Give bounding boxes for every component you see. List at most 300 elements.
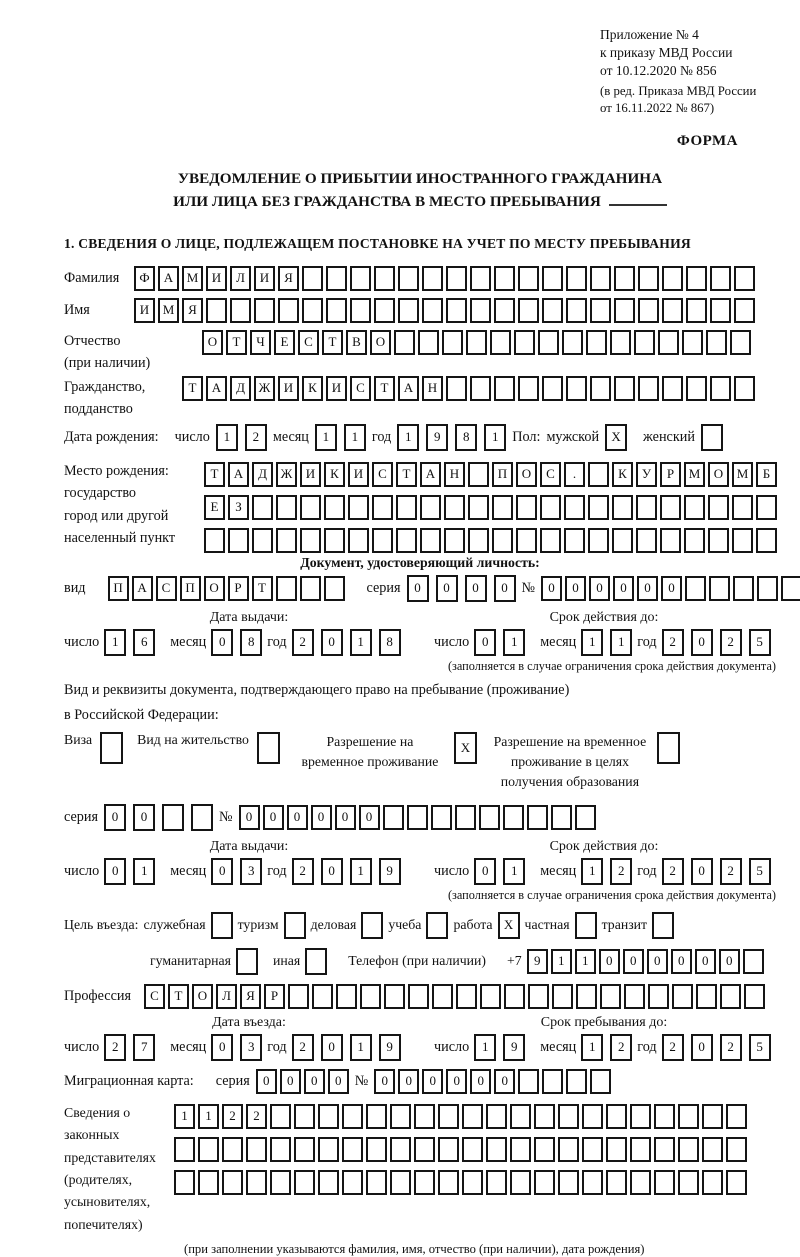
- form-cell: Д: [230, 376, 251, 401]
- purpose-business-checkbox: [361, 912, 383, 939]
- form-cell: 2: [245, 424, 267, 451]
- identity-doc-row: [64, 575, 776, 602]
- form-cell: А: [228, 462, 249, 487]
- form-cell: [294, 1137, 315, 1162]
- doc-series-label: серия: [366, 579, 401, 596]
- form-cell: [348, 495, 369, 520]
- year-cells: [662, 629, 771, 656]
- form-cell: И: [134, 298, 155, 323]
- section1-heading: 1. СВЕДЕНИЯ О ЛИЦЕ, ПОДЛЕЖАЩЕМ ПОСТАНОВКЕ НА УЧЕТ ПО МЕСТУ ПРЕБЫВАНИЯ: [64, 235, 691, 251]
- form-cell: [174, 1137, 195, 1162]
- day-cells: [104, 858, 155, 885]
- form-cell: 0: [661, 576, 682, 601]
- form-cell: [562, 330, 583, 355]
- form-cell: 0: [328, 1069, 349, 1094]
- form-cell: И: [300, 462, 321, 487]
- form-cell: 2: [222, 1104, 243, 1129]
- form-cell: .: [564, 462, 585, 487]
- form-cell: [558, 1104, 579, 1129]
- form-cell: Н: [422, 376, 443, 401]
- identity-doc-dates: [64, 610, 776, 656]
- form-cell: [318, 1170, 339, 1195]
- form-cell: [302, 298, 323, 323]
- form-cell: Е: [204, 495, 225, 520]
- month-label: месяц: [540, 1038, 577, 1055]
- form-cell: 1: [581, 858, 603, 885]
- form-cell: 3: [240, 858, 262, 885]
- form-cell: Т: [322, 330, 343, 355]
- form-cell: У: [636, 462, 657, 487]
- issue-date-group: [64, 858, 434, 885]
- form-cell: [709, 576, 730, 601]
- option-residence-permit: [137, 732, 280, 764]
- birth-place-labels: [64, 460, 204, 550]
- form-cell: [492, 528, 513, 553]
- form-cell: К: [612, 462, 633, 487]
- form-cell: О: [516, 462, 537, 487]
- form-cell: 1: [474, 1034, 496, 1061]
- form-cell: Р: [660, 462, 681, 487]
- option-temp-residence-label: Разрешение на временное проживание: [301, 733, 439, 769]
- form-cell: [254, 298, 275, 323]
- form-cell: [326, 298, 347, 323]
- form-cell: П: [492, 462, 513, 487]
- form-cell: [420, 495, 441, 520]
- appendix-line: к приказу МВД России: [600, 44, 733, 60]
- form-cell: [514, 330, 535, 355]
- form-cell: [456, 984, 477, 1009]
- form-cell: А: [398, 376, 419, 401]
- form-cell: [444, 495, 465, 520]
- sex-label: Пол:: [512, 428, 541, 445]
- form-cell: 1: [198, 1104, 219, 1129]
- form-cell: 1: [216, 424, 238, 451]
- form-cell: [654, 1137, 675, 1162]
- form-cell: 0: [565, 576, 586, 601]
- form-cell: 6: [133, 629, 155, 656]
- purpose-tourism-checkbox: [284, 912, 306, 939]
- form-cell: [732, 495, 753, 520]
- form-cell: [324, 495, 345, 520]
- form-cell: [534, 1104, 555, 1129]
- purpose-official-checkbox: [211, 912, 233, 939]
- form-cell: [686, 298, 707, 323]
- migration-series-cells: [256, 1069, 349, 1094]
- month-label: месяц: [540, 862, 577, 879]
- form-cell: [398, 266, 419, 291]
- form-cell: [733, 576, 754, 601]
- form-cell: [756, 528, 777, 553]
- form-cell: [510, 1170, 531, 1195]
- legal-reps-label: попечителях): [64, 1216, 143, 1232]
- form-cell: [374, 298, 395, 323]
- form-cell: [222, 1137, 243, 1162]
- purpose-transit-checkbox: [652, 912, 674, 939]
- issue-date-heading: Дата выдачи:: [209, 838, 289, 854]
- form-cell: [350, 266, 371, 291]
- month-label: месяц: [170, 633, 207, 650]
- form-cell: [590, 1069, 611, 1094]
- day-label: число: [434, 862, 470, 879]
- option-visa-checkbox: [100, 732, 123, 764]
- form-cell: [542, 266, 563, 291]
- form-cell: [744, 984, 765, 1009]
- form-cell: [638, 298, 659, 323]
- form-cell: [276, 528, 297, 553]
- residence-number-cells: [239, 805, 596, 830]
- form-cell: [706, 330, 727, 355]
- form-cell: [342, 1170, 363, 1195]
- form-cell: [720, 984, 741, 1009]
- form-cell: [438, 1104, 459, 1129]
- form-cell: [414, 1104, 435, 1129]
- form-cell: [294, 1170, 315, 1195]
- form-cell: 2: [610, 1034, 632, 1061]
- form-cell: [390, 1137, 411, 1162]
- form-cell: [366, 1170, 387, 1195]
- form-cell: [590, 266, 611, 291]
- form-cell: 5: [749, 629, 771, 656]
- form-cell: [576, 984, 597, 1009]
- form-cell: 0: [589, 576, 610, 601]
- form-cell: [516, 528, 537, 553]
- form-cell: Л: [230, 266, 251, 291]
- phone-prefix: +7: [507, 953, 522, 969]
- form-cell: Д: [252, 462, 273, 487]
- phone-label: Телефон (при наличии): [348, 953, 487, 969]
- form-cell: 5: [749, 1034, 771, 1061]
- day-label: число: [64, 1038, 100, 1055]
- form-cell: [342, 1137, 363, 1162]
- form-cell: [606, 1137, 627, 1162]
- sex-male-checkbox: [605, 424, 627, 451]
- form-cell: [518, 266, 539, 291]
- year-label: год: [267, 1038, 287, 1055]
- purpose-business-label: деловая: [310, 917, 357, 933]
- form-cell: [372, 495, 393, 520]
- form-cell: [222, 1170, 243, 1195]
- form-cell: [198, 1137, 219, 1162]
- form-cell: 1: [581, 1034, 603, 1061]
- form-cell: 1: [344, 424, 366, 451]
- form-cell: [288, 984, 309, 1009]
- expiry-date-group: [434, 629, 774, 656]
- form-cell: 2: [292, 858, 314, 885]
- form-cell: В: [346, 330, 367, 355]
- form-cell: 2: [662, 629, 684, 656]
- form-cell: [657, 732, 680, 764]
- citizenship-cells: [182, 376, 755, 401]
- form-cell: [634, 330, 655, 355]
- form-cell: А: [158, 266, 179, 291]
- form-cell: [204, 528, 225, 553]
- purpose-official-label: служебная: [143, 917, 206, 933]
- form-cell: [494, 376, 515, 401]
- form-cell: [538, 330, 559, 355]
- residence-series-label: серия: [64, 808, 98, 825]
- form-cell: [510, 1137, 531, 1162]
- form-cell: [678, 1137, 699, 1162]
- form-cell: И: [278, 376, 299, 401]
- given-name-label: Имя: [64, 301, 90, 318]
- form-cell: 0: [374, 1069, 395, 1094]
- legal-reps-label: представителях: [64, 1149, 156, 1165]
- form-cell: [336, 984, 357, 1009]
- form-cell: [350, 298, 371, 323]
- purpose-work-label: работа: [453, 917, 493, 933]
- surname-label: Фамилия: [64, 269, 120, 286]
- form-cell: [606, 1170, 627, 1195]
- form-cell: Т: [204, 462, 225, 487]
- form-cell: [552, 984, 573, 1009]
- form-cell: 0: [211, 629, 233, 656]
- form-cell: [360, 984, 381, 1009]
- form-cell: П: [108, 576, 129, 601]
- doc-number-cells: [541, 576, 800, 601]
- form-cell: 5: [749, 858, 771, 885]
- sex-female-label: женский: [643, 428, 695, 445]
- form-cell: [710, 376, 731, 401]
- form-cell: [462, 1170, 483, 1195]
- form-cell: [444, 528, 465, 553]
- form-cell: [407, 805, 428, 830]
- form-cell: И: [326, 376, 347, 401]
- form-cell: 0: [256, 1069, 277, 1094]
- form-cell: [614, 298, 635, 323]
- form-cell: [470, 298, 491, 323]
- form-cell: [270, 1170, 291, 1195]
- form-cell: [710, 298, 731, 323]
- purpose-other-label: иная: [272, 953, 301, 969]
- form-cell: 0: [398, 1069, 419, 1094]
- day-cells: [104, 1034, 155, 1061]
- form-cell: М: [158, 298, 179, 323]
- form-cell: 0: [287, 805, 308, 830]
- purpose-humanitarian-label: гуманитарная: [150, 953, 231, 969]
- form-cell: [294, 1104, 315, 1129]
- form-cell: 0: [474, 629, 496, 656]
- form-cell: [610, 330, 631, 355]
- form-cell: Ж: [254, 376, 275, 401]
- form-cell: [432, 984, 453, 1009]
- legal-reps-note: (при заполнении указываются фамилия, имя, отчество (при наличии), дата рождения): [184, 1241, 645, 1256]
- form-cell: 2: [720, 858, 742, 885]
- residence-intro-1: Вид и реквизиты документа, подтверждающего право на пребывание (проживание): [64, 681, 570, 698]
- form-cell: [398, 298, 419, 323]
- entry-date-col: [64, 1015, 434, 1061]
- birth-place-block: [64, 460, 776, 553]
- form-cell: [230, 298, 251, 323]
- form-cell: [575, 912, 597, 939]
- form-cell: 0: [422, 1069, 443, 1094]
- form-cell: 1: [397, 424, 419, 451]
- form-cell: [652, 912, 674, 939]
- day-cells: [474, 1034, 525, 1061]
- form-cell: Т: [226, 330, 247, 355]
- birth-year-label: год: [371, 428, 392, 445]
- year-label: год: [267, 633, 287, 650]
- identity-doc-note: (заполняется в случае ограничения срока действия документа): [447, 658, 776, 673]
- form-cell: [701, 424, 723, 451]
- patronymic-label-sub: (при наличии): [64, 354, 151, 371]
- form-cell: [630, 1170, 651, 1195]
- form-cell: [588, 528, 609, 553]
- form-cell: [734, 376, 755, 401]
- form-cell: 2: [292, 1034, 314, 1061]
- form-cell: [696, 984, 717, 1009]
- day-cells: [104, 629, 155, 656]
- month-label: месяц: [170, 862, 207, 879]
- form-cell: 1: [575, 949, 596, 974]
- form-cell: [757, 576, 778, 601]
- form-cell: 2: [720, 1034, 742, 1061]
- form-cell: [479, 805, 500, 830]
- form-cell: [312, 984, 333, 1009]
- form-cell: [318, 1104, 339, 1129]
- form-cell: [566, 266, 587, 291]
- entry-dates: [64, 1015, 776, 1061]
- residence-dates: [64, 839, 776, 885]
- form-cell: [300, 495, 321, 520]
- form-cell: 0: [335, 805, 356, 830]
- form-cell: [686, 376, 707, 401]
- form-cell: [270, 1104, 291, 1129]
- form-cell: [564, 528, 585, 553]
- form-cell: [236, 948, 258, 975]
- day-label: число: [64, 862, 100, 879]
- form-cell: [494, 298, 515, 323]
- form-cell: [636, 495, 657, 520]
- form-cell: И: [254, 266, 275, 291]
- expiry-date-group: [434, 858, 774, 885]
- form-cell: 9: [503, 1034, 525, 1061]
- form-cell: [468, 462, 489, 487]
- day-cells: [474, 629, 525, 656]
- form-cell: [527, 805, 548, 830]
- form-cell: 0: [436, 575, 458, 602]
- legal-reps-block: [64, 1102, 776, 1236]
- phone-cells: [527, 949, 764, 974]
- residence-intro-2: в Российской Федерации:: [64, 706, 219, 723]
- form-cell: 9: [426, 424, 448, 451]
- citizenship-row: [64, 376, 776, 420]
- page-title: [64, 168, 776, 214]
- stay-until-col: [434, 1015, 774, 1061]
- form-cell: [534, 1170, 555, 1195]
- form-cell: А: [132, 576, 153, 601]
- form-cell: [462, 1104, 483, 1129]
- form-cell: [276, 495, 297, 520]
- form-cell: 0: [637, 576, 658, 601]
- form-cell: Р: [228, 576, 249, 601]
- form-cell: [324, 528, 345, 553]
- year-cells: [292, 629, 401, 656]
- issue-date-heading: Дата выдачи:: [209, 609, 289, 625]
- residence-number-label: №: [218, 808, 233, 825]
- form-cell: [318, 1137, 339, 1162]
- form-cell: [270, 1137, 291, 1162]
- form-cell: [590, 376, 611, 401]
- form-cell: [542, 298, 563, 323]
- form-cell: [383, 805, 404, 830]
- form-cell: О: [370, 330, 391, 355]
- form-cell: Я: [278, 266, 299, 291]
- form-cell: [455, 805, 476, 830]
- form-cell: [734, 266, 755, 291]
- option-visa-label: Виза: [64, 731, 93, 747]
- form-cell: 0: [133, 804, 155, 831]
- edition-line: (в ред. Приказа МВД России: [600, 84, 757, 99]
- form-cell: [442, 330, 463, 355]
- citizenship-label: [64, 376, 176, 420]
- form-cell: С: [372, 462, 393, 487]
- form-cell: 0: [691, 629, 713, 656]
- form-cell: [781, 576, 800, 601]
- form-cell: 1: [350, 1034, 372, 1061]
- form-cell: Н: [444, 462, 465, 487]
- form-cell: [211, 912, 233, 939]
- year-cells: [292, 858, 401, 885]
- form-cell: [566, 1069, 587, 1094]
- form-cell: 0: [691, 1034, 713, 1061]
- form-cell: 0: [599, 949, 620, 974]
- identity-expiry-col: [434, 610, 774, 656]
- form-cell: [654, 1104, 675, 1129]
- form-cell: [588, 462, 609, 487]
- legal-reps-row3: [174, 1170, 747, 1195]
- month-cells: [211, 858, 262, 885]
- form-cell: [438, 1137, 459, 1162]
- birth-date-row: [64, 424, 776, 451]
- form-cell: [660, 528, 681, 553]
- form-cell: 7: [133, 1034, 155, 1061]
- form-cell: 0: [407, 575, 429, 602]
- option-visa: [64, 732, 123, 764]
- form-cell: [394, 330, 415, 355]
- form-cell: С: [298, 330, 319, 355]
- form-cell: 8: [379, 629, 401, 656]
- form-cell: [662, 298, 683, 323]
- form-cell: Я: [182, 298, 203, 323]
- form-cell: 0: [104, 804, 126, 831]
- title-underline: [609, 192, 667, 206]
- residence-expiry-col: [434, 839, 774, 885]
- surname-row: [64, 266, 776, 291]
- form-cell: [540, 528, 561, 553]
- form-cell: 0: [211, 858, 233, 885]
- form-cell: [490, 330, 511, 355]
- form-cell: [612, 495, 633, 520]
- form-cell: Е: [274, 330, 295, 355]
- form-cell: [528, 984, 549, 1009]
- option-temp-residence-edu-checkbox: [657, 732, 680, 764]
- profession-cells: [144, 984, 765, 1009]
- form-cell: [612, 528, 633, 553]
- form-cell: 1: [484, 424, 506, 451]
- form-cell: [466, 330, 487, 355]
- form-cell: [743, 949, 764, 974]
- form-cell: [534, 1137, 555, 1162]
- form-cell: [756, 495, 777, 520]
- purpose-other-checkbox: [305, 948, 327, 975]
- year-label: год: [637, 633, 657, 650]
- form-cell: [390, 1170, 411, 1195]
- form-cell: [648, 984, 669, 1009]
- birth-place-label: населенный пункт: [64, 530, 176, 547]
- form-cell: О: [204, 576, 225, 601]
- form-cell: [540, 495, 561, 520]
- form-cell: 0: [239, 805, 260, 830]
